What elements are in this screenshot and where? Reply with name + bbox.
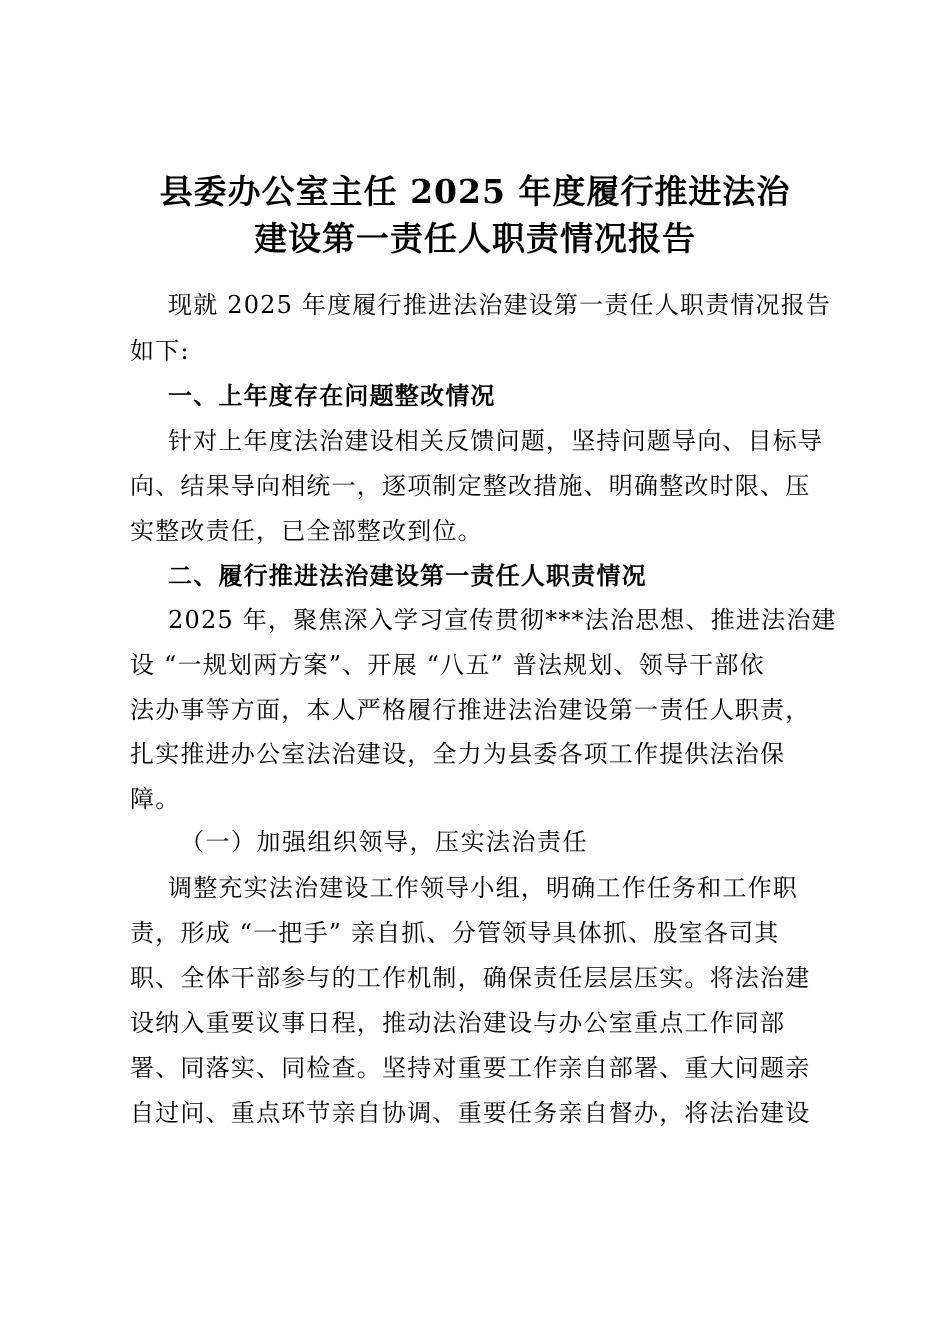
- section-1-line-3: 实整改责任，已全部整改到位。: [130, 517, 483, 545]
- intro-line-1: 现就 2025 年度履行推进法治建设第一责任人职责情况报告: [168, 291, 832, 319]
- section-1-line-1: 针对上年度法治建设相关反馈问题，坚持问题导向、目标导: [168, 427, 824, 455]
- section-2-line-5: 障。: [130, 785, 181, 813]
- section-2-line-3: 法办事等方面，本人严格履行推进法治建设第一责任人职责，: [130, 696, 811, 724]
- intro-line-2: 如下:: [130, 337, 190, 365]
- subsection-1-line-3: 职、全体干部参与的工作机制，确保责任层层压实。将法治建: [130, 964, 811, 992]
- subsection-1-heading: （一）加强组织领导，压实法治责任: [180, 828, 588, 856]
- document-title-line-2: 建设第一责任人职责情况报告: [254, 219, 696, 258]
- subsection-1-line-5: 署、同落实、同检查。坚持对重要工作亲自部署、重大问题亲: [130, 1054, 811, 1082]
- section-1-heading: 一、上年度存在问题整改情况: [168, 381, 496, 410]
- subsection-1-line-4: 设纳入重要议事日程，推动法治建设与办公室重点工作同部: [130, 1009, 786, 1037]
- section-2-line-4: 扎实推进办公室法治建设，全力为县委各项工作提供法治保: [130, 740, 786, 768]
- section-1-line-2: 向、结果导向相统一，逐项制定整改措施、明确整改时限、压: [130, 472, 811, 500]
- document-title-line-1: 县委办公室主任 2025 年度履行推进法治: [159, 172, 791, 211]
- subsection-1-line-6: 自过问、重点环节亲自协调、重要任务亲自督办，将法治建设: [130, 1099, 811, 1127]
- section-2-line-1: 2025 年，聚焦深入学习宣传贯彻***法治思想、推进法治建: [168, 606, 837, 634]
- subsection-1-line-2: 责，形成 “一把手” 亲自抓、分管领导具体抓、股室各司其: [130, 919, 780, 947]
- subsection-1-line-1: 调整充实法治建设工作领导小组，明确工作任务和工作职: [168, 874, 798, 902]
- section-2-line-2: 设 “一规划两方案”、开展 “八五” 普法规划、领导干部依: [130, 651, 765, 679]
- section-2-heading: 二、履行推进法治建设第一责任人职责情况: [168, 561, 647, 590]
